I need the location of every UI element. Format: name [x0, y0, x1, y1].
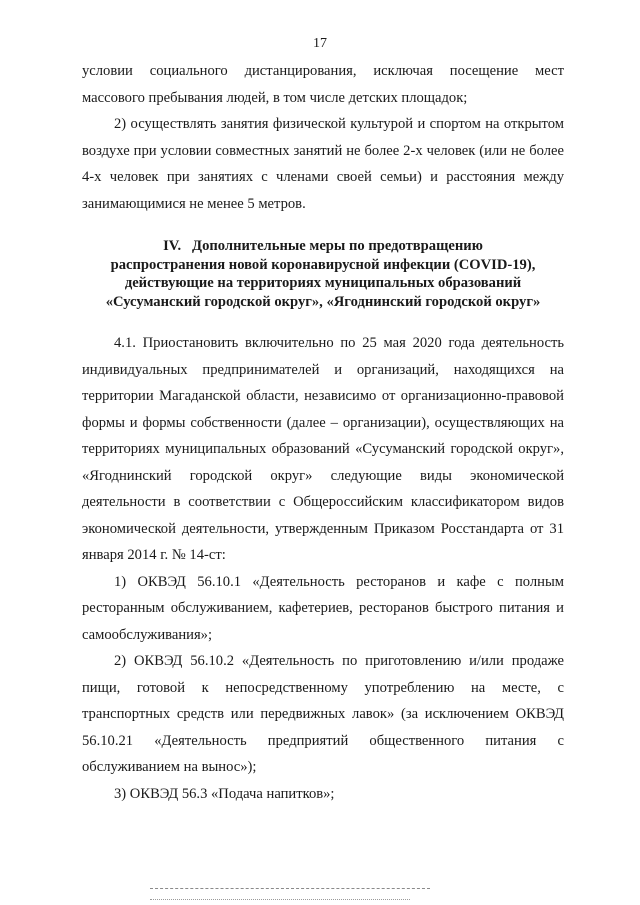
- list-item-okved-56-10-1: 1) ОКВЭД 56.10.1 «Деятельность ресторанов и кафе с полным ресторанным обслуживанием, кафетериев, ресторанов быстрого питания и самообслуживания»;: [82, 573, 564, 643]
- footer-scan-line-secondary: [150, 899, 410, 900]
- paragraph-sport-outdoors: 2) осуществлять занятия физической культурой и спортом на открытом воздухе при условии совместных занятий не более 2-х человек (или не более 4-х человек при занятиях с членами своей семьи) и расстояния между занимающимися не менее 5 метров.: [82, 116, 564, 212]
- page-number: 17: [313, 36, 327, 51]
- list-item-okved-56-3: 3) ОКВЭД 56.3 «Подача напитков»;: [114, 785, 335, 802]
- main-text-block: [82, 330, 564, 807]
- top-text-block: [82, 58, 564, 217]
- section-heading-line-3: действующие на территориях муниципальных образований: [124, 275, 522, 292]
- section-heading-line-2: распространения новой коронавирусной инфекции (COVID-19),: [110, 256, 536, 273]
- paragraph-distancing: условии социального дистанцирования, исключая посещение мест массового пребывания людей, в том числе детских площадок;: [82, 63, 564, 106]
- list-item-okved-56-10-2: 2) ОКВЭД 56.10.2 «Деятельность по приготовлению и/или продаже пищи, готовой к непосредственному употреблению на месте, с транспортных средств или передвижных лавок» (за исключением ОКВЭД 56.10.21 «Деятельность предприятий общественного питания с обслуживанием на вынос»);: [82, 653, 564, 775]
- section-heading-line-1: IV. Дополнительные меры по предотвращению: [163, 238, 483, 254]
- paragraph-4-1: 4.1. Приостановить включительно по 25 мая 2020 года деятельность индивидуальных предпринимателей и организаций, находящихся на территории Магаданской области, независимо от организационно-правовой формы и формы собственности (далее – организации), осуществляющих на территориях муниципальных образований «Сусуманский городской округ», «Ягоднинский городской округ» следующие виды экономической деятельности в соответствии с Общероссийским классификатором видов экономической деятельности, утвержденным Приказом Росстандарта от 31 января 2014 г. № 14-ст:: [82, 335, 564, 563]
- section-heading-line-4: «Сусуманский городской округ», «Ягоднинский городской округ»: [105, 293, 541, 310]
- footer-scan-line: [150, 888, 430, 889]
- section-heading: [82, 237, 564, 311]
